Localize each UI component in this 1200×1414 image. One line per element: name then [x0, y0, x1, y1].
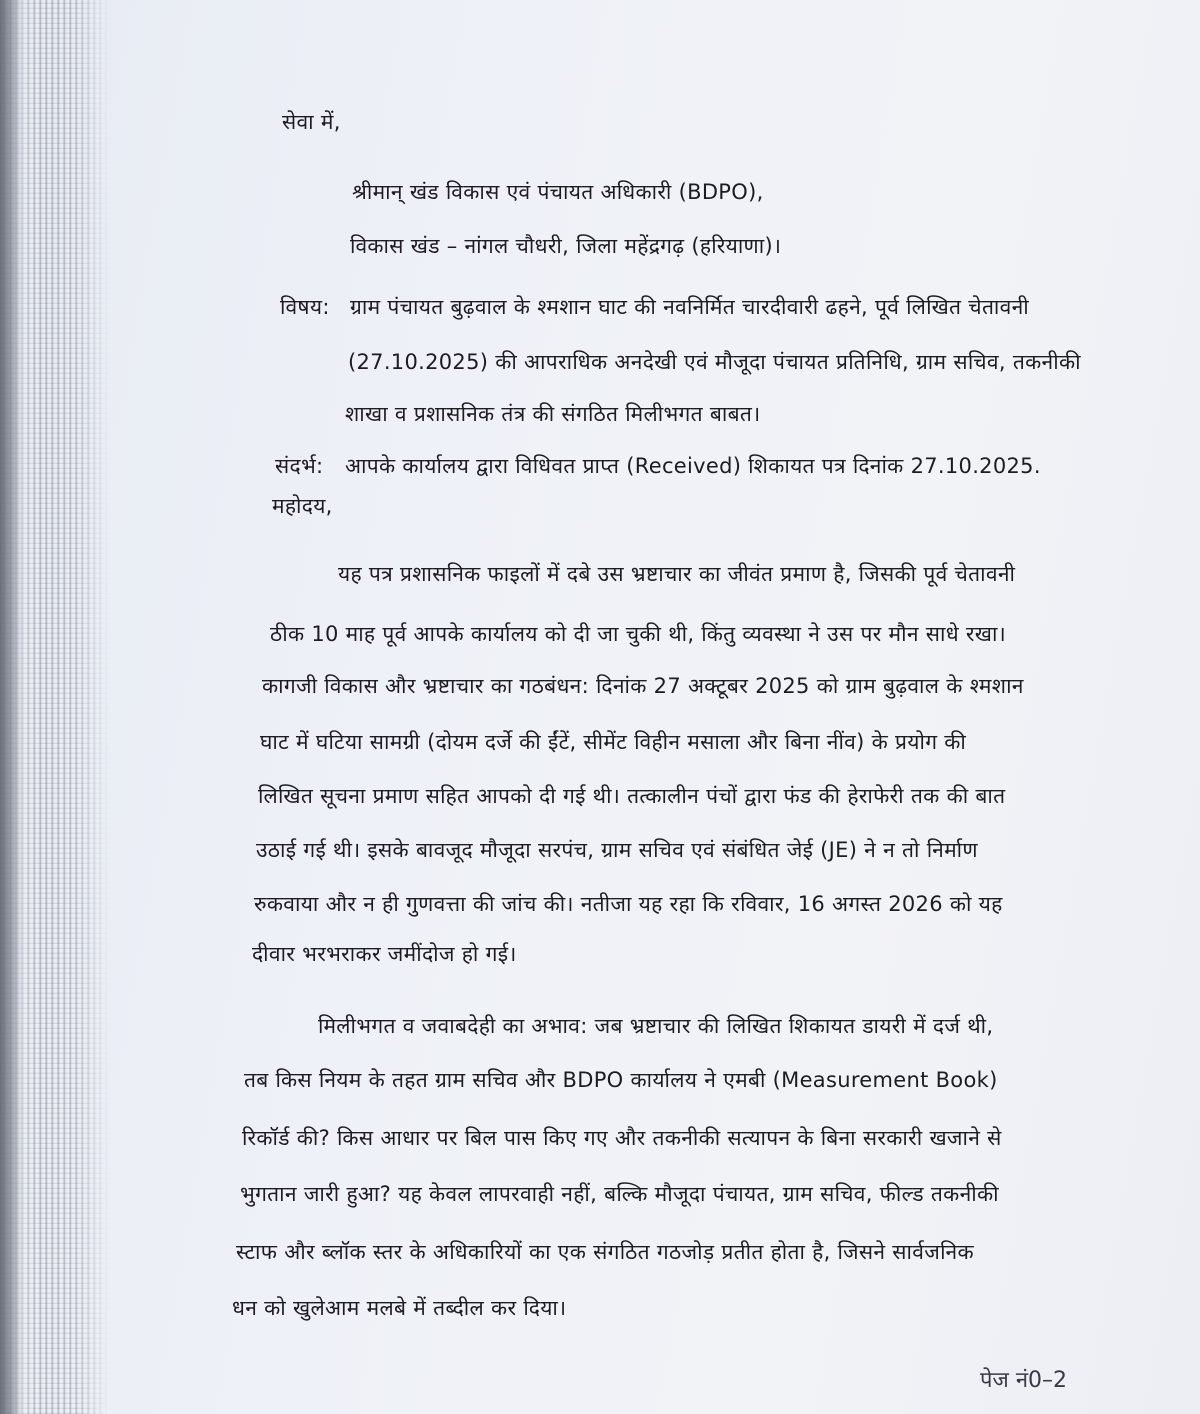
paragraph-line: रिकॉर्ड की? किस आधार पर बिल पास किए गए और तकनीकी सत्यापन के बिना सरकारी खजाने से	[242, 1126, 1002, 1150]
reference-label: संदर्भ:	[275, 454, 324, 478]
paragraph-line: भुगतान जारी हुआ? यह केवल लापरवाही नहीं, बल्कि मौजूदा पंचायत, ग्राम सचिव, फील्ड तकनीकी	[240, 1182, 999, 1206]
paragraph-line: रुकवाया और न ही गुणवत्ता की जांच की। नतीजा यह रहा कि रविवार, 16 अगस्त 2026 को यह	[254, 892, 1003, 916]
reference-text: आपके कार्यालय द्वारा विधिवत प्राप्त (Received) शिकायत पत्र दिनांक 27.10.2025.	[345, 454, 1041, 478]
page-number: पेज नं0–2	[980, 1368, 1068, 1393]
photocopy-edge-marks	[0, 0, 110, 1414]
paragraph-line: घाट में घटिया सामग्री (दोयम दर्जे की ईंटें, सीमेंट विहीन मसाला और बिना नींव) के प्रयोग की	[260, 730, 967, 754]
subject-line-2: (27.10.2025) की आपराधिक अनदेखी एवं मौजूदा पंचायत प्रतिनिधि, ग्राम सचिव, तकनीकी	[348, 350, 1081, 374]
paragraph-line: लिखित सूचना प्रमाण सहित आपको दी गई थी। तत्कालीन पंचों द्वारा फंड की हेराफेरी तक की बात	[258, 784, 1006, 808]
paragraph-line: उठाई गई थी। इसके बावजूद मौजूदा सरपंच, ग्राम सचिव एवं संबंधित जेई (JE) ने न तो निर्माण	[256, 838, 978, 862]
subject-label: विषय:	[280, 295, 330, 319]
paragraph-line: तब किस नियम के तहत ग्राम सचिव और BDPO कार्यालय ने एमबी (Measurement Book)	[244, 1068, 998, 1092]
addressee-line-2: विकास खंड – नांगल चौधरी, जिला महेंद्रगढ़ (हरियाणा)।	[350, 234, 782, 258]
paragraph-line: यह पत्र प्रशासनिक फाइलों में दबे उस भ्रष्टाचार का जीवंत प्रमाण है, जिसकी पूर्व चेतावनी	[338, 562, 1016, 586]
paragraph-line: धन को खुलेआम मलबे में तब्दील कर दिया।	[232, 1296, 567, 1320]
paragraph-line: स्टाफ और ब्लॉक स्तर के अधिकारियों का एक संगठित गठजोड़ प्रतीत होता है, जिसने सार्वजनिक	[236, 1240, 974, 1264]
subject-line-1: ग्राम पंचायत बुढ़वाल के श्मशान घाट की नवनिर्मित चारदीवारी ढहने, पूर्व लिखित चेतावनी	[350, 295, 1030, 319]
paragraph-line: दीवार भरभराकर जमींदोज हो गई।	[252, 942, 517, 966]
subject-line-3: शाखा व प्रशासनिक तंत्र की संगठित मिलीभगत बाबत।	[345, 402, 761, 426]
greeting: महोदय,	[272, 494, 333, 518]
addressee-line-1: श्रीमान् खंड विकास एवं पंचायत अधिकारी (BDPO),	[352, 180, 764, 204]
salutation-to: सेवा में,	[282, 110, 341, 134]
paragraph-line: मिलीभगत व जवाबदेही का अभाव: जब भ्रष्टाचार की लिखित शिकायत डायरी में दर्ज थी,	[318, 1014, 994, 1038]
paragraph-line: कागजी विकास और भ्रष्टाचार का गठबंधन: दिनांक 27 अक्टूबर 2025 को ग्राम बुढ़वाल के श्मशान	[262, 674, 1024, 698]
paragraph-line: ठीक 10 माह पूर्व आपके कार्यालय को दी जा चुकी थी, किंतु व्यवस्था ने उस पर मौन साधे रखा।	[270, 622, 1006, 646]
